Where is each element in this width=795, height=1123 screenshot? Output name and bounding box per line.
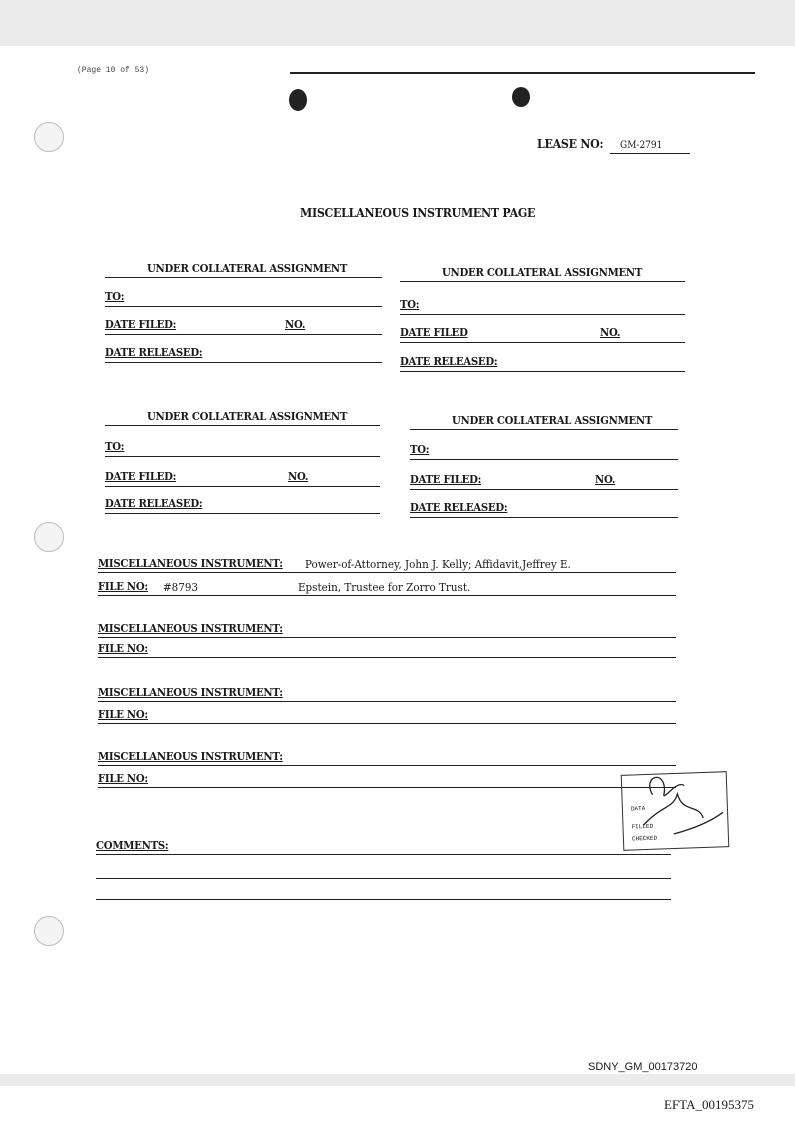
assignment-heading: UNDER COLLATERAL ASSIGNMENT [147,410,348,423]
file-no-label: FILE NO: [98,772,148,785]
file-no-label: FILE NO: [98,708,148,721]
date-released-label: DATE RELEASED: [105,346,203,359]
file-no-field[interactable] [98,723,676,724]
no-label: NO. [595,473,616,486]
to-label: TO: [105,290,125,303]
misc-instrument-label: MISCELLANEOUS INSTRUMENT: [98,686,283,699]
comments-line [96,854,671,855]
assignment-heading: UNDER COLLATERAL ASSIGNMENT [147,262,348,275]
misc-instrument-value: Power-of-Attorney, John J. Kelly; Affidavit,Jeffrey E. [305,557,571,571]
bates-number: SDNY_GM_00173720 [588,1061,698,1073]
file-no-label: FILE NO: [98,642,148,655]
no-label: NO. [285,318,306,331]
comments-label: COMMENTS: [96,839,169,852]
to-field[interactable] [105,456,380,457]
ink-blot [289,89,307,111]
misc-instrument-field[interactable] [98,572,676,573]
to-field[interactable] [105,306,382,307]
misc-instrument-label: MISCELLANEOUS INSTRUMENT: [98,557,283,570]
date-released-field[interactable] [105,513,380,514]
date-filed-label: DATE FILED [400,326,468,339]
no-label: NO. [600,326,621,339]
date-released-field[interactable] [410,517,678,518]
page-reference: (Page 10 of 53) [77,66,150,75]
ink-blot [512,87,530,107]
date-released-label: DATE RELEASED: [105,497,203,510]
assignment-heading: UNDER COLLATERAL ASSIGNMENT [452,414,653,427]
misc-instrument-field[interactable] [98,637,676,638]
stamp-checked: CHECKED [631,834,658,843]
punch-hole [34,122,64,152]
date-filed-field[interactable] [105,486,380,487]
to-label: TO: [105,440,125,453]
lease-no-value: GM-2791 [620,140,663,151]
misc-instrument-label: MISCELLANEOUS INSTRUMENT: [98,622,283,635]
file-no-label: FILE NO: [98,580,148,593]
rule [410,429,678,430]
date-filed-label: DATE FILED: [105,470,177,483]
to-field[interactable] [410,459,678,460]
no-label: NO. [288,470,309,483]
misc-instrument-field[interactable] [98,701,676,702]
page-title: MISCELLANEOUS INSTRUMENT PAGE [300,206,536,220]
stamp-filled: FILLED [631,822,654,831]
top-rule [290,72,755,74]
lease-no-label: LEASE NO: [537,137,604,151]
misc-instrument-field[interactable] [98,765,676,766]
date-filed-field[interactable] [410,489,678,490]
rule [105,277,382,278]
date-released-field[interactable] [105,362,382,363]
to-field[interactable] [400,314,685,315]
assignment-heading: UNDER COLLATERAL ASSIGNMENT [442,266,643,279]
punch-hole [34,916,64,946]
comments-line [96,878,671,879]
punch-hole [34,522,64,552]
misc-instrument-value-cont: Epstein, Trustee for Zorro Trust. [298,580,471,594]
misc-instrument-label: MISCELLANEOUS INSTRUMENT: [98,750,283,763]
efta-number: EFTA_00195375 [664,1097,754,1112]
file-no-value: #8793 [163,580,199,594]
bottom-scan-band [0,1074,795,1086]
filing-stamp [621,771,730,851]
date-filed-field[interactable] [105,334,382,335]
date-filed-label: DATE FILED: [410,473,482,486]
file-no-field[interactable] [98,787,676,788]
top-scan-band [0,0,795,46]
stamp-data: DATA [630,805,646,813]
date-released-field[interactable] [400,371,685,372]
lease-no-underline [610,153,690,154]
to-label: TO: [400,298,420,311]
date-filed-field[interactable] [400,342,685,343]
rule [105,425,380,426]
to-label: TO: [410,443,430,456]
date-filed-label: DATE FILED: [105,318,177,331]
rule [400,281,685,282]
file-no-field[interactable] [98,657,676,658]
file-no-field[interactable] [98,595,676,596]
date-released-label: DATE RELEASED: [400,355,498,368]
comments-line [96,899,671,900]
date-released-label: DATE RELEASED: [410,501,508,514]
